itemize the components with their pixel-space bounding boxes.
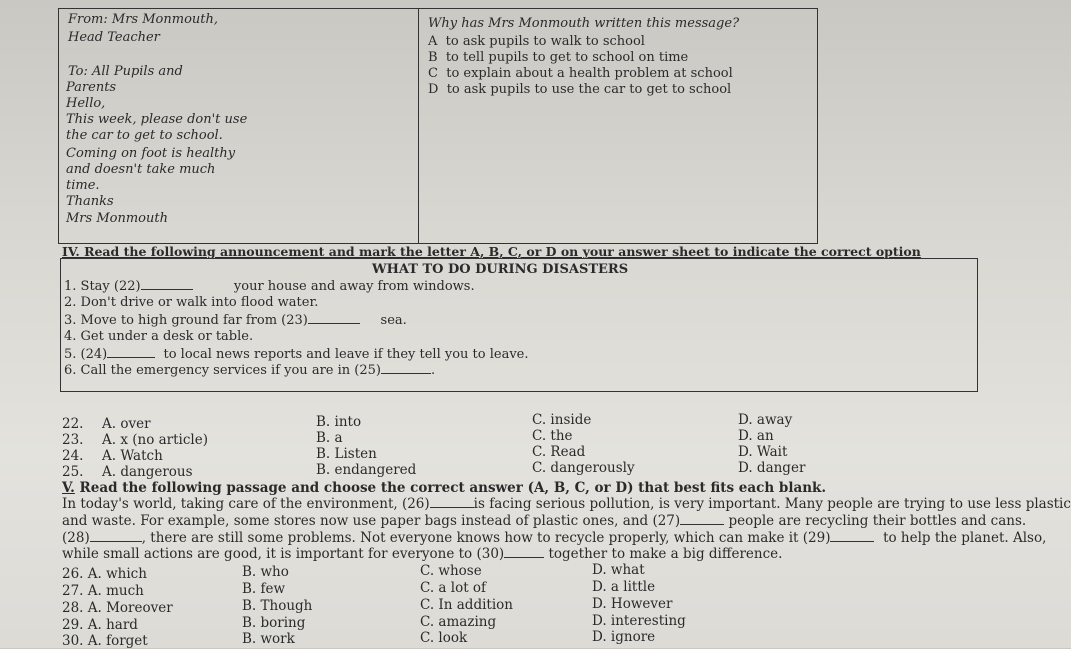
q28-d: D. However <box>592 596 673 612</box>
q30-a: 30. A. forget <box>62 633 148 649</box>
q29-c: C. amazing <box>420 614 497 630</box>
note-role: Head Teacher <box>68 30 160 45</box>
disaster-item-1: 1. Stay (22) your house and away from windows. <box>64 279 475 294</box>
q26-d: D. what <box>592 562 645 578</box>
q27-c: C. a lot of <box>420 580 487 596</box>
note-option-c: C to explain about a health problem at school <box>428 66 733 81</box>
q30-d: D. ignore <box>592 629 656 645</box>
passage-line-1: In today's world, taking care of the environment, (26) is facing serious pollution, is very important. Many people are trying to use less plastic <box>62 496 1071 512</box>
note-to: To: All Pupils and <box>68 64 183 79</box>
q23-b: B. a <box>316 430 343 446</box>
note-option-b: B to tell pupils to get to school on time <box>428 50 689 65</box>
note-option-d: D to ask pupils to use the car to get to school <box>428 82 732 97</box>
q25-c: C. dangerously <box>532 460 635 476</box>
section-4-heading: IV. Read the following announcement and mark the letter A, B, C, or D on your answer sheet to indicate the correct option <box>62 244 921 259</box>
q28-a: 28. A. Moreover <box>62 600 173 616</box>
note-body-2: the car to get to school. <box>66 128 223 143</box>
note-option-a: A to ask pupils to walk to school <box>428 34 645 49</box>
q22-c: C. inside <box>532 412 592 428</box>
q29-d: D. interesting <box>592 613 686 629</box>
disaster-item-6: 6. Call the emergency services if you are in (25) . <box>64 363 436 378</box>
q26-b: B. who <box>242 564 289 580</box>
note-question: Why has Mrs Monmouth written this message? <box>428 16 740 31</box>
q29-b: B. boring <box>242 615 306 631</box>
q27-b: B. few <box>242 581 286 597</box>
q28-b: B. Though <box>242 598 313 614</box>
passage-line-4: while small actions are good, it is important for everyone to (30) together to make a big difference. <box>62 546 783 562</box>
q26-a: 26. A. which <box>62 566 147 582</box>
q25-a: A. dangerous <box>102 464 193 480</box>
q22-d: D. away <box>738 412 793 428</box>
q28-c: C. In addition <box>420 597 513 613</box>
note-thanks: Thanks <box>66 194 114 209</box>
q25-b: B. endangered <box>316 462 417 478</box>
note-from: From: Mrs Monmouth, <box>68 12 218 27</box>
disaster-item-5: 5. (24) to local news reports and leave if they tell you to leave. <box>64 347 529 362</box>
q30-c: C. look <box>420 630 468 646</box>
q24-b: B. Listen <box>316 446 377 462</box>
q23-a: A. x (no article) <box>102 432 208 448</box>
disaster-item-2: 2. Don't drive or walk into flood water. <box>64 295 319 310</box>
disaster-box-title: WHAT TO DO DURING DISASTERS <box>372 262 629 277</box>
q23-c: C. the <box>532 428 573 444</box>
note-to-2: Parents <box>66 80 117 95</box>
note-divider <box>418 8 419 244</box>
q27-d: D. a little <box>592 579 656 595</box>
q22-a: A. over <box>102 416 151 432</box>
q25-num: 25. <box>62 464 84 480</box>
q22-b: B. into <box>316 414 362 430</box>
q27-a: 27. A. much <box>62 583 144 599</box>
q25-d: D. danger <box>738 460 806 476</box>
section-5-heading: V. Read the following passage and choose the correct answer (A, B, C, or D) that best fits each blank. <box>62 480 827 496</box>
q22-num: 22. <box>62 416 84 432</box>
passage-line-3: (28) , there are still some problems. Not everyone knows how to recycle properly, which can make it (29) to help the planet. Also, <box>62 530 1047 546</box>
note-body-4: and doesn't take much <box>66 162 216 177</box>
disaster-item-3: 3. Move to high ground far from (23) sea. <box>64 313 407 328</box>
q24-a: A. Watch <box>102 448 163 464</box>
note-greeting: Hello, <box>66 96 106 111</box>
note-body-5: time. <box>66 178 100 193</box>
note-body-1: This week, please don't use <box>66 112 248 127</box>
q26-c: C. whose <box>420 563 482 579</box>
q23-d: D. an <box>738 428 774 444</box>
note-signature: Mrs Monmouth <box>66 211 168 226</box>
passage-line-2: and waste. For example, some stores now use paper bags instead of plastic ones, and (27) people are recycling their bottles and cans. <box>62 513 1027 529</box>
q30-b: B. work <box>242 631 295 647</box>
q24-c: C. Read <box>532 444 586 460</box>
disaster-item-4: 4. Get under a desk or table. <box>64 329 254 344</box>
q23-num: 23. <box>62 432 84 448</box>
q24-d: D. Wait <box>738 444 788 460</box>
note-body-3: Coming on foot is healthy <box>66 146 236 161</box>
q24-num: 24. <box>62 448 84 464</box>
q29-a: 29. A. hard <box>62 617 138 633</box>
